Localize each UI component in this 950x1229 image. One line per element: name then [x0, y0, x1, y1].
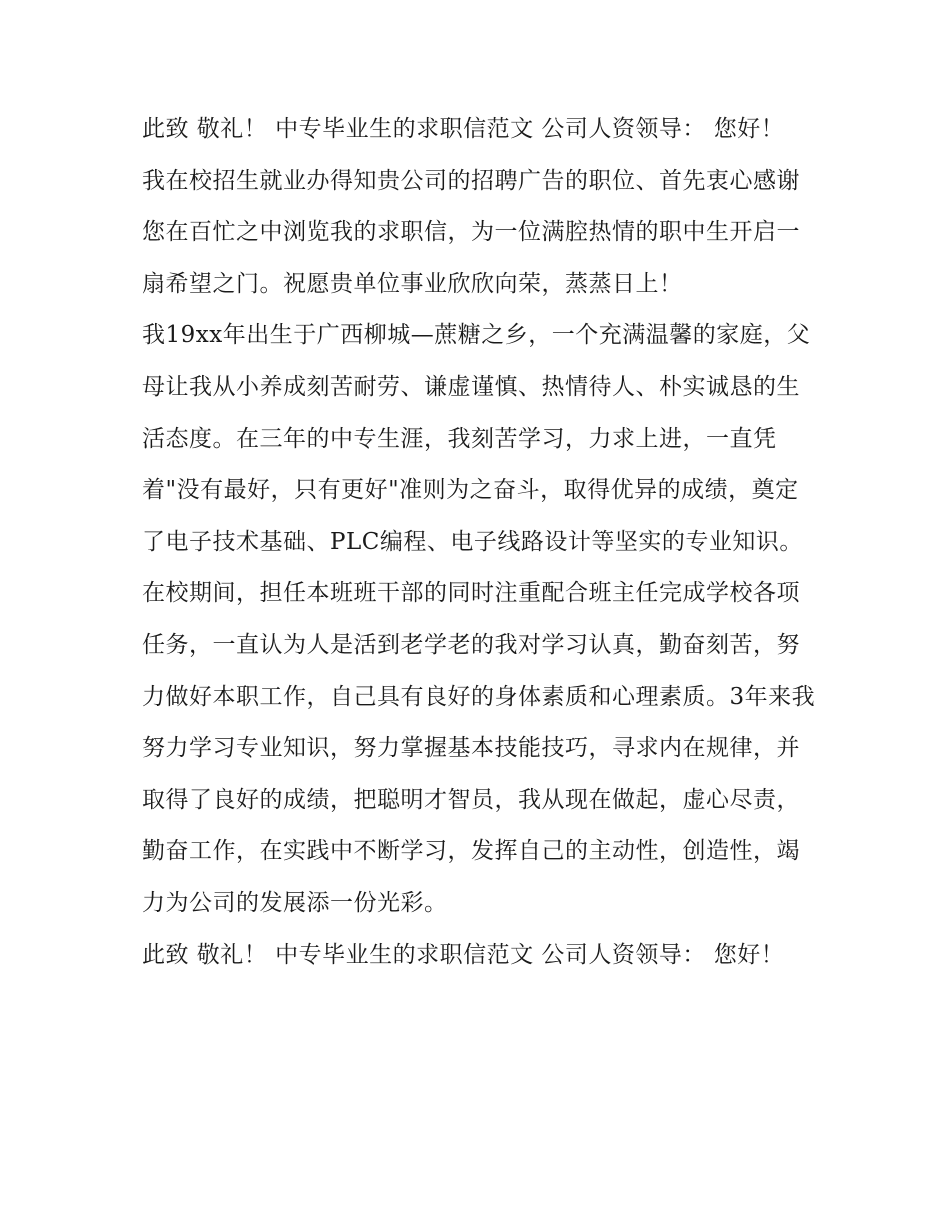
- school-experience-paragraph: 在校期间，担任本班班干部的同时注重配合班主任完成学校各项任务，一直认为人是活到老学老的我对学习认真，勤奋刻苦，努力做好本职工作，自己具有良好的身体素质和心理素质。3年来我努力学习专业知识，努力掌握基本技能技巧，寻求内在规律，并取得了良好的成绩，把聪明才智员，我从现在做起，虚心尽责，勤奋工作，在实践中不断学习，发挥自己的主动性，创造性，竭力为公司的发展添一份光彩。: [142, 580, 816, 916]
- background-paragraph: 我19xx年出生于广西柳城—蔗糖之乡，一个充满温馨的家庭，父母让我从小养成刻苦耐劳、谦虚谨慎、热情待人、朴实诚恳的生活态度。在三年的中专生涯，我刻苦学习，力求上进，一直凭着"没有最好，只有更好"准则为之奋斗，取得优异的成绩，奠定了电子技术基础、PLC编程、电子线路设计等坚实的专业知识。: [142, 322, 811, 555]
- closing-greeting-paragraph: 此致 敬礼！ 中专毕业生的求职信范文 公司人资领导： 您好！: [142, 116, 785, 142]
- introduction-paragraph: 我在校招生就业办得知贵公司的招聘广告的职位、首先衷心感谢您在百忙之中浏览我的求职信，为一位满腔热情的职中生开启一扇希望之门。祝愿贵单位事业欣欣向荣，蒸蒸日上！: [142, 167, 800, 297]
- letter-body: [142, 104, 822, 981]
- closing-greeting-repeat-paragraph: 此致 敬礼！ 中专毕业生的求职信范文 公司人资领导： 您好！: [142, 941, 785, 968]
